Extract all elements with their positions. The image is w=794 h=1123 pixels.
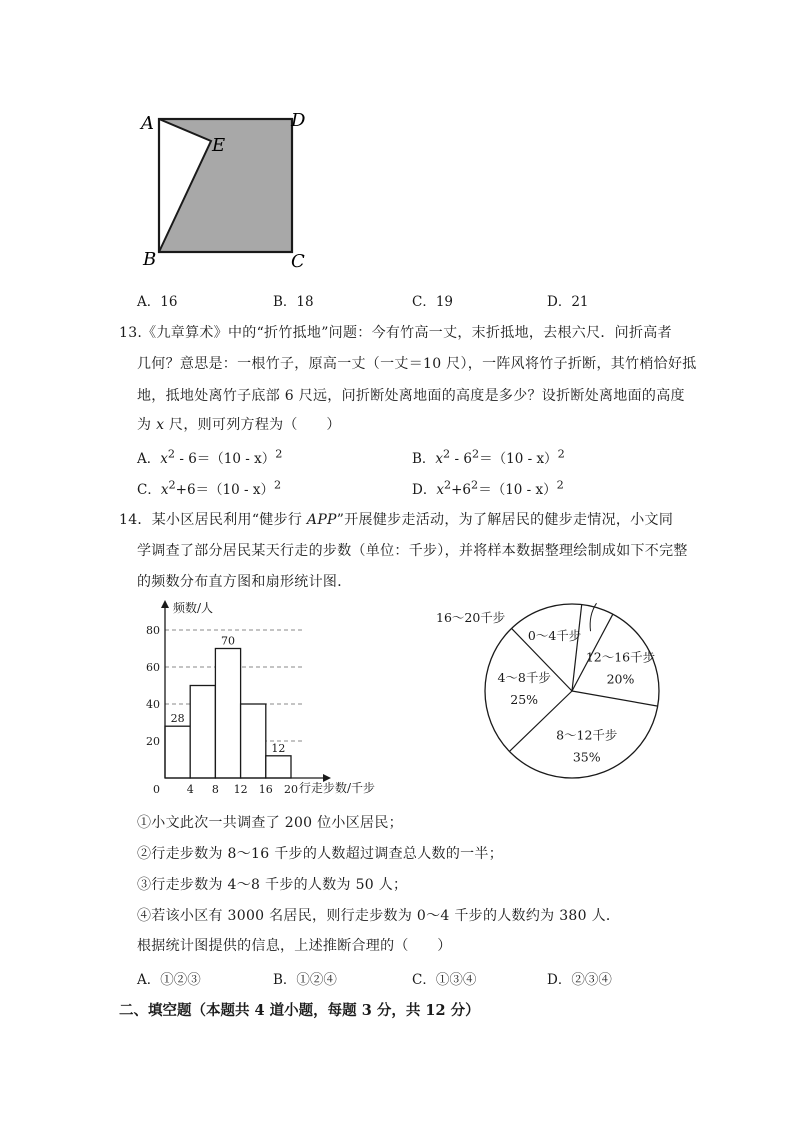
q13-option-c-letter: C． [137, 482, 161, 498]
q14-app-name: APP [306, 512, 337, 528]
vertex-label-d: D [291, 110, 306, 131]
pie-slice-label-outside: 16～20千步 [436, 610, 506, 625]
q13-option-b-x: x [435, 451, 444, 467]
q14-question: 根据统计图提供的信息，上述推断合理的（ ） [137, 938, 452, 954]
y-axis-arrow [161, 600, 169, 608]
histogram-bar [165, 726, 190, 778]
q13-line-3: 地，抵地处离竹子底部 6 尺远，问折断处离地面的高度是多少？设折断处离地面的高度 [137, 388, 685, 404]
y-axis-label: 频数/人 [173, 601, 214, 615]
q13-option-b [412, 447, 565, 467]
q14-statement-2: ②行走步数为 8～16 千步的人数超过调查总人数的一半； [137, 846, 504, 862]
x-tick-label: 12 [233, 783, 248, 796]
q14-line-1-post: ”开展健步走活动，为了解居民的健步走情况，小文同 [336, 512, 674, 528]
q14-statement-3: ③行走步数为 4～8 千步的人数为 50 人； [137, 877, 408, 893]
vertex-label-b: B [143, 249, 157, 270]
pie-chart [420, 598, 680, 788]
q13-option-c [137, 478, 281, 498]
q13-line-1: 13.《九章算术》中的“折竹抵地”问题：今有竹高一丈，末折抵地，去根六尺．问折高者 [119, 325, 672, 341]
x-tick-label: 4 [186, 783, 194, 796]
x-tick-label: 16 [258, 783, 273, 796]
x-axis-label: 行走步数/千步 [299, 781, 376, 795]
section-title: 二、填空题（本题共 4 道小题，每题 3 分，共 12 分） [119, 1002, 480, 1019]
q13-option-d-rest2: ＝（10 - x） [478, 482, 557, 498]
pie-slice-percent: 20% [606, 671, 635, 687]
square-figure [135, 105, 325, 275]
q14-line-1-pre: 14．某小区居民利用“健步行 [119, 512, 307, 528]
q13-option-d-rest: +6 [451, 482, 472, 498]
histogram-bar [190, 686, 215, 779]
pie-slice-label: 12～16千步 [585, 649, 656, 665]
q13-option-c-exp: 2 [168, 478, 176, 492]
vertex-label-e: E [212, 135, 226, 156]
origin-label: 0 [153, 783, 160, 796]
q13-option-c-rest: +6＝（10 - x） [175, 482, 274, 498]
q14-line-3: 的频数分布直方图和扇形统计图． [137, 574, 352, 590]
q13-option-b-exp-b: 2 [471, 447, 480, 461]
pie-slice-percent: 35% [572, 749, 601, 765]
q14-option-a: A．①②③ [137, 972, 201, 988]
q14-option-c: C．①③④ [412, 972, 477, 988]
q13-option-b-exp: 2 [443, 447, 451, 461]
q13-option-d [412, 478, 564, 498]
q14-option-b: B．①②④ [273, 972, 337, 988]
q13-option-a-rest: - 6＝（10 - x） [175, 451, 276, 467]
q13-option-d-exp-b: 2 [471, 478, 479, 492]
histogram-bar [266, 756, 291, 778]
q13-line-4-post: 尺，则可列方程为（ ） [164, 417, 341, 433]
shaded-region [159, 119, 292, 252]
pie-slice-label: 4～8千步 [497, 670, 551, 686]
q13-option-a-letter: A． [137, 451, 161, 467]
vertex-label-a: A [141, 113, 154, 134]
q13-line-2: 几何？意思是：一根竹子，原高一丈（一丈＝10 尺），一阵风将竹子折断，其竹梢恰好抵 [137, 356, 697, 372]
q13-option-d-exp2: 2 [556, 478, 564, 492]
q12-option-c: C．19 [412, 294, 454, 310]
q12-option-a: A．16 [137, 294, 178, 310]
q14-statement-4: ④若该小区有 3000 名居民，则行走步数为 0～4 千步的人数约为 380 人． [137, 908, 621, 924]
y-tick-label: 20 [146, 735, 160, 748]
bar-data-label: 70 [221, 634, 235, 648]
q13-variable-x: x [156, 417, 165, 433]
q12-option-b: B．18 [273, 294, 314, 310]
histogram-bar [241, 704, 266, 778]
q13-option-a-exp: 2 [167, 447, 176, 461]
q13-option-d-letter: D． [412, 482, 437, 498]
q14-line-2: 学调查了部分居民某天行走的步数（单位：千步），并将样本数据整理绘制成如下不完整 [137, 543, 688, 559]
q13-option-a-x: x [160, 451, 168, 467]
y-tick-label: 40 [146, 698, 160, 711]
pie-slice-percent: 25% [510, 692, 539, 708]
x-tick-label: 20 [284, 783, 298, 796]
q13-option-c-exp2: 2 [273, 478, 282, 492]
pie-slice-label: 8～12千步 [556, 727, 618, 743]
q13-option-d-exp: 2 [443, 478, 452, 492]
q13-option-c-x: x [160, 482, 169, 498]
q13-option-a [137, 447, 282, 467]
vertex-label-c: C [291, 251, 305, 272]
q12-option-d: D．21 [547, 294, 589, 310]
x-tick-label: 8 [211, 783, 219, 796]
q13-option-d-x: x [436, 482, 444, 498]
bar-data-label: 12 [271, 741, 286, 755]
q13-option-b-letter: B． [412, 451, 436, 467]
q13-option-b-exp2: 2 [557, 447, 565, 461]
pie-slice-label: 0～4千步 [527, 627, 582, 643]
y-tick-label: 80 [146, 624, 160, 637]
q13-option-a-exp2: 2 [275, 447, 283, 461]
histogram-chart [130, 598, 400, 798]
q14-line-1 [119, 509, 673, 529]
bar-data-label: 28 [170, 712, 185, 726]
q13-option-b-rest2: ＝（10 - x） [479, 451, 558, 467]
histogram-bar [215, 649, 240, 779]
q13-option-b-rest: - 6 [450, 451, 472, 467]
q14-statement-1: ①小文此次一共调查了 200 位小区居民； [137, 815, 403, 831]
q14-option-d: D．②③④ [547, 972, 612, 988]
y-tick-label: 60 [146, 661, 160, 674]
q13-line-4 [137, 414, 341, 434]
q13-line-4-pre: 为 [137, 417, 157, 433]
